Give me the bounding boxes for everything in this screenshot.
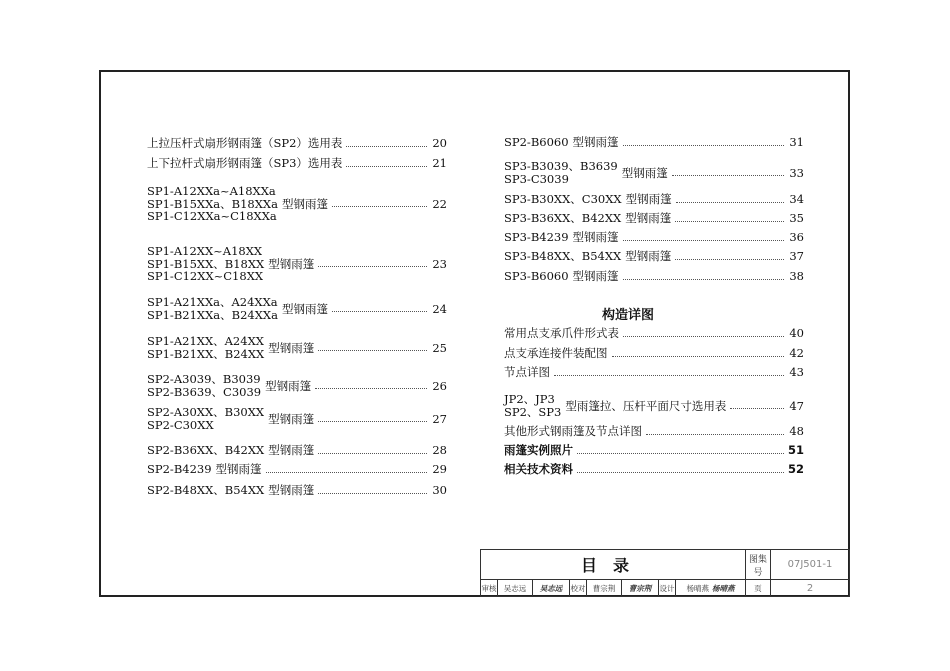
entry-line: SP1-A12XX~A18XX: [147, 244, 263, 258]
design-label: 设计: [659, 580, 676, 597]
entry-line: SP2-B6060: [504, 134, 569, 149]
toc-entry: [504, 365, 804, 379]
leader-dots: [675, 259, 784, 260]
entry-title: [147, 444, 264, 457]
page-number: 47: [789, 398, 804, 413]
toc-entry: [504, 134, 804, 150]
toc-entry: [147, 335, 447, 360]
entry-line: SP3-B3039、B3639: [504, 159, 618, 173]
entry-title: [504, 393, 561, 418]
page-number: 33: [789, 165, 804, 180]
page-number: 36: [789, 230, 804, 244]
page-number: 43: [789, 365, 804, 379]
entry-line: SP2-A30XX、B30XX: [147, 405, 265, 419]
entry-suffix: 型钢雨篷: [215, 462, 262, 476]
leader-dots: [676, 202, 784, 203]
leader-dots: [346, 146, 427, 147]
entry-line: 相关技术资料: [504, 461, 573, 476]
entry-title: [504, 212, 621, 225]
entry-title: [504, 270, 569, 283]
leader-dots: [612, 356, 785, 357]
entry-line: SP1-B15XX、B18XX: [147, 256, 265, 271]
entry-line: SP3-B36XX、B42XX: [504, 210, 622, 225]
toc-entry: [504, 393, 804, 418]
entry-title: [504, 463, 573, 476]
entry-suffix: 型钢雨篷: [572, 135, 619, 149]
entry-line: SP1-B15XXa、B18XXa: [147, 196, 278, 211]
toc-entry: [147, 461, 447, 477]
entry-suffix: 型钢雨篷: [268, 483, 315, 497]
entry-title: [147, 335, 264, 360]
entry-suffix: 型钢雨篷: [281, 196, 328, 211]
toc-entry: [147, 136, 447, 150]
leader-dots: [332, 206, 427, 207]
entry-title: [504, 231, 569, 244]
entry-title: [147, 185, 278, 223]
toc-entry: [147, 296, 447, 321]
leader-dots: [318, 453, 427, 454]
toc-entry: [147, 245, 447, 283]
page-number: 40: [789, 326, 804, 340]
page-number: 28: [432, 443, 447, 457]
entry-line: 雨篷实例照片: [504, 442, 573, 457]
toc-entry: [147, 373, 447, 398]
leader-dots: [623, 240, 784, 241]
toc-entry: [504, 462, 804, 476]
entry-title: [147, 296, 278, 321]
toc-entry: [504, 160, 804, 185]
entry-line: 上拉压杆式扇形钢雨篷（SP2）选用表: [147, 135, 343, 150]
atlas-code: 07J501-1: [771, 550, 850, 580]
page-number: 30: [432, 483, 447, 497]
entry-line: SP2、SP3: [504, 404, 562, 419]
page-label: 页: [746, 580, 771, 597]
entry-title: [147, 373, 261, 398]
review-signature: 吴志远: [533, 580, 570, 597]
entry-suffix: 型钢雨篷: [625, 192, 672, 206]
leader-dots: [577, 453, 784, 454]
check-name: 曹宗荆: [587, 580, 622, 597]
entry-line: JP2、JP3: [504, 392, 555, 406]
entry-line: SP2-B3639、C3039: [147, 384, 262, 399]
toc-entry: [504, 424, 804, 438]
toc-entry: [147, 406, 447, 431]
entry-line: SP1-B21XX、B24XX: [147, 346, 265, 361]
entry-line: SP3-C3039: [504, 171, 569, 186]
entry-suffix: 型钢雨篷: [268, 340, 315, 355]
leader-dots: [332, 311, 427, 312]
review-name: 吴志远: [498, 580, 533, 597]
entry-line: SP3-B4239: [504, 229, 569, 244]
entry-title: [504, 136, 569, 149]
leader-dots: [318, 350, 427, 351]
entry-title: [147, 484, 264, 497]
leader-dots: [318, 266, 427, 267]
leader-dots: [623, 336, 784, 337]
entry-line: SP1-A21XX、A24XX: [147, 334, 264, 348]
entry-suffix: 型钢雨篷: [572, 269, 619, 283]
page-number: 51: [787, 443, 804, 457]
toc-entry: [147, 156, 447, 170]
atlas-label: 图集号: [746, 550, 771, 580]
title-block: [480, 549, 850, 597]
toc-entry: [504, 326, 804, 340]
review-label: 审核: [481, 580, 498, 597]
leader-dots: [318, 421, 427, 422]
leader-dots: [315, 388, 427, 389]
entry-title: [504, 425, 642, 438]
leader-dots: [646, 434, 784, 435]
toc-entry: [147, 185, 447, 223]
entry-title: [504, 327, 619, 340]
entry-suffix: 型钢雨篷: [625, 249, 672, 263]
design-signature: [676, 580, 746, 597]
toc-entry: [147, 482, 447, 498]
entry-title: [504, 193, 622, 206]
entry-suffix: 型雨篷拉、压杆平面尺寸选用表: [565, 398, 727, 413]
design-sig: 杨晴燕: [712, 583, 735, 593]
entry-line: SP1-C12XXa~C18XXa: [147, 209, 277, 223]
page-number: 25: [432, 340, 447, 355]
entry-line: 节点详图: [504, 364, 550, 379]
leader-dots: [266, 472, 427, 473]
leader-dots: [730, 408, 784, 409]
entry-line: SP1-A21XXa、A24XXa: [147, 295, 278, 309]
page-number: 21: [432, 156, 447, 170]
entry-line: 上下拉杆式扇形钢雨篷（SP3）选用表: [147, 155, 343, 170]
toc-entry: [504, 248, 804, 264]
page-number: 22: [432, 196, 447, 211]
toc-entry: [504, 268, 804, 284]
entry-suffix: 型钢雨篷: [625, 211, 672, 225]
leader-dots: [675, 221, 784, 222]
check-signature: 曹宗荆: [622, 580, 659, 597]
toc-entry: [504, 210, 804, 226]
toc-entry: [504, 191, 804, 207]
entry-suffix: 型钢雨篷: [281, 301, 328, 316]
entry-line: 点支承连接件装配图: [504, 345, 608, 360]
page-number: 48: [789, 424, 804, 438]
leader-dots: [623, 145, 784, 146]
entry-line: SP2-B48XX、B54XX: [147, 482, 265, 497]
leader-dots: [577, 472, 784, 473]
page-number: 23: [432, 256, 447, 271]
entry-suffix: 型钢雨篷: [268, 411, 315, 426]
toc-entry: [504, 346, 804, 360]
leader-dots: [318, 493, 427, 494]
entry-title: [504, 366, 550, 379]
section-heading: 构造详图: [602, 308, 655, 323]
design-name: 杨晴燕: [686, 583, 709, 593]
entry-line: SP2-C30XX: [147, 417, 214, 432]
entry-line: 其他形式钢雨篷及节点详图: [504, 423, 642, 438]
sheet-title: 目录: [481, 550, 746, 580]
page-number: 35: [789, 211, 804, 225]
entry-suffix: 型钢雨篷: [621, 165, 668, 180]
entry-line: SP1-C12XX~C18XX: [147, 269, 264, 283]
entry-line: SP2-B36XX、B42XX: [147, 442, 265, 457]
entry-title: [504, 444, 573, 457]
leader-dots: [672, 175, 784, 176]
entry-line: SP2-B4239: [147, 461, 212, 476]
entry-line: SP2-A3039、B3039: [147, 372, 261, 386]
entry-title: [147, 245, 264, 283]
entry-title: [147, 463, 212, 476]
entry-suffix: 型钢雨篷: [265, 378, 312, 393]
page-number: 38: [789, 269, 804, 283]
entry-suffix: 型钢雨篷: [268, 443, 315, 457]
page-number: 29: [432, 462, 447, 476]
entry-line: SP1-B21XXa、B24XXa: [147, 307, 278, 322]
page-number: 24: [432, 301, 447, 316]
entry-suffix: 型钢雨篷: [268, 256, 315, 271]
leader-dots: [623, 279, 784, 280]
entry-title: [147, 406, 264, 431]
page-number: 2: [771, 580, 850, 597]
leader-dots: [554, 375, 784, 376]
entry-title: [504, 160, 618, 185]
entry-line: SP3-B6060: [504, 268, 569, 283]
entry-suffix: 型钢雨篷: [572, 230, 619, 244]
page-number: 34: [789, 192, 804, 206]
toc-entry: [504, 229, 804, 245]
page-number: 52: [787, 462, 804, 476]
toc-entry: [147, 442, 447, 458]
entry-title: [147, 157, 342, 170]
entry-title: [147, 137, 342, 150]
toc-entry: [504, 443, 804, 457]
entry-title: [504, 250, 621, 263]
leader-dots: [346, 166, 427, 167]
entry-title: [504, 347, 608, 360]
page-number: 20: [432, 136, 447, 150]
entry-line: SP3-B48XX、B54XX: [504, 248, 622, 263]
page-number: 27: [432, 411, 447, 426]
page-number: 31: [789, 135, 804, 149]
page-number: 37: [789, 249, 804, 263]
page-number: 42: [789, 346, 804, 360]
entry-line: SP1-A12XXa~A18XXa: [147, 184, 276, 198]
entry-line: 常用点支承爪件形式表: [504, 325, 619, 340]
page-number: 26: [432, 378, 447, 393]
check-label: 校对: [570, 580, 587, 597]
entry-line: SP3-B30XX、C30XX: [504, 191, 622, 206]
